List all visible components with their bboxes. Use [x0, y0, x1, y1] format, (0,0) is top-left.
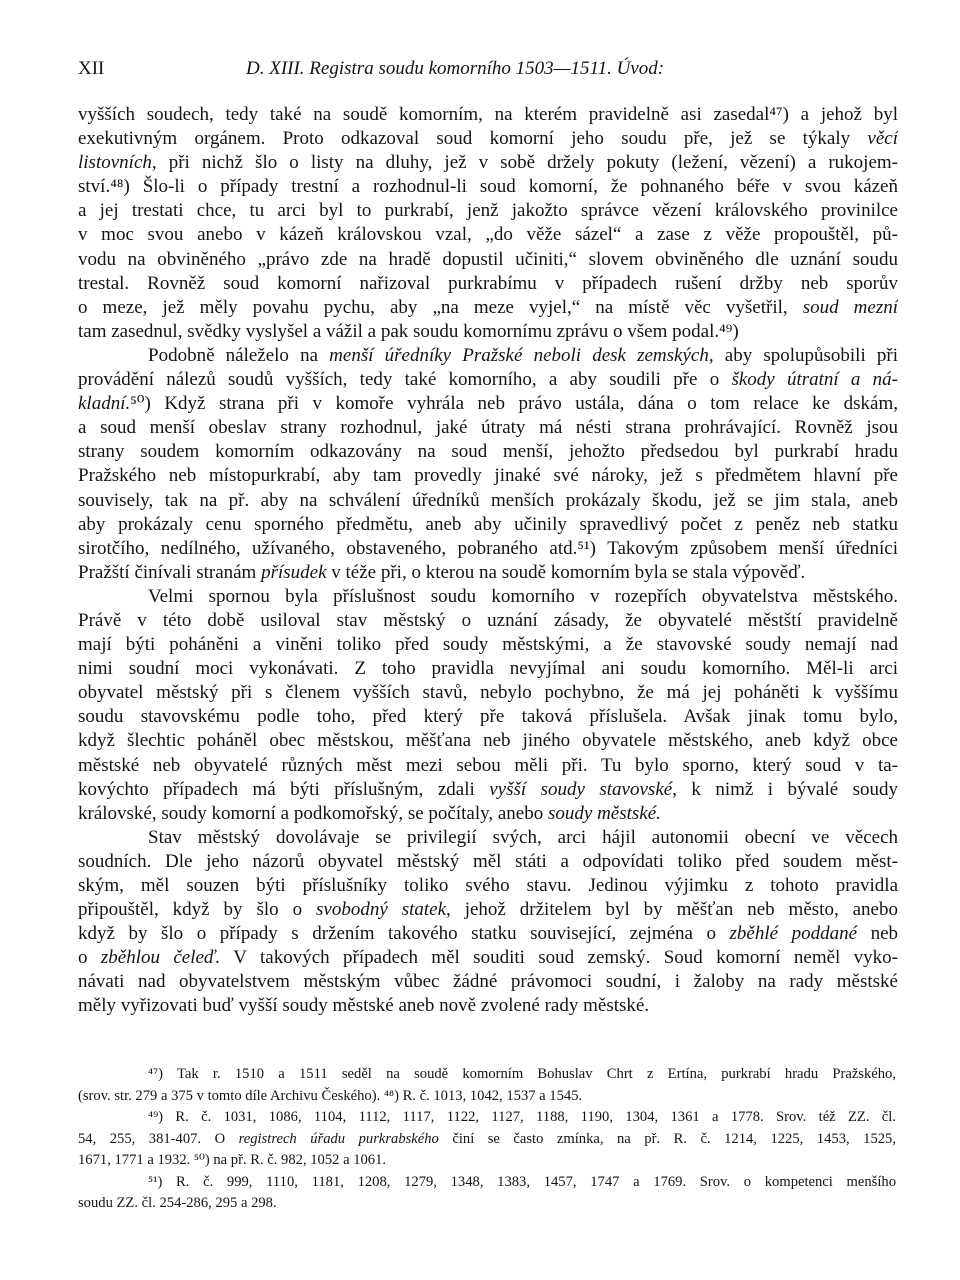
text-run: vyšších soudech, tedy také na soudě komorním, na kterém pravidelně asi zasedal⁴⁷) a jehož byl	[78, 104, 898, 125]
text-line	[78, 633, 898, 657]
text-line	[78, 778, 898, 802]
text-run: Velmi spornou byla příslušnost soudu komorního v rozepřích obyvatelstva městského.	[148, 585, 898, 607]
text-run: sirotčího, nedílného, užívaného, obstaveného, pobraného atd.⁵¹) Takovým způsobem menší úředníci	[78, 537, 898, 559]
text-run: ským, měl souzen býti příslušníky toliko svého stavu. Jedinou výjimku z tohoto pravidla	[78, 875, 898, 896]
footnote-line	[78, 1193, 896, 1215]
text-run: 1671, 1771 a 1932. ⁵⁰) na př. R. č. 982, 1052 a 1061.	[78, 1152, 387, 1168]
text-line	[78, 440, 898, 464]
text-line	[78, 970, 898, 994]
footnote-line	[78, 1150, 896, 1172]
italic-term: zběhlou čeleď.	[100, 947, 221, 969]
text-run: Podobně náleželo na	[148, 344, 330, 366]
text-line	[78, 103, 898, 127]
text-line	[78, 272, 898, 296]
text-run: a jej trestati chce, tu arci byl to purkrabí, jenž jakožto správce vězení královského provinilce	[78, 200, 898, 222]
text-run: ství.⁴⁸) Šlo-li o případy trestní a rozhodnul-li soud komorní, že pohnaného béře v svou kázeň	[78, 176, 898, 198]
text-line	[78, 344, 898, 368]
text-run: obyvatel městský při s členem vyšších stavů, nebylo pochybno, že má jej poháněti k vyššímu	[78, 682, 898, 704]
text-run: (srov. str. 279 a 375 v tomto díle Archivu Českého). ⁴⁸) R. č. 1013, 1042, 1537 a 1545.	[78, 1087, 583, 1104]
text-run: nimi soudní moci vykonávati. Z toho pravidla nevyjímal ani soudu komorního. Měl-li arci	[78, 658, 898, 680]
text-run: královské, soudy komorní a podkomořský, se počítaly, anebo	[78, 802, 548, 824]
text-run: Stav městský dovolávaje se privilegií svých, arci hájil autonomii obecní ve věcech	[148, 826, 898, 848]
text-run: ⁴⁷) Tak r. 1510 a 1511 seděl na soudě komorním Bohuslav Chrt z Ertína, purkrabí hradu Pražského,	[148, 1066, 896, 1082]
text-line	[78, 657, 898, 681]
italic-term: věcí	[867, 128, 898, 150]
text-run: měly vyřizovati buď vyšší soudy městské aneb nově zvolené rady městské.	[78, 995, 650, 1017]
text-line	[78, 537, 898, 561]
text-line	[78, 609, 898, 633]
text-run: Právě v této době usiloval stav městský o uznání zásady, že obyvatelé městští pravidelně	[78, 609, 898, 631]
italic-term: vyšší soudy stavovské,	[489, 778, 677, 800]
text-run: při nichž šlo o listy na dluhy, jež v sobě držely pokuty (ležení, vězení) a rukojem-	[156, 152, 898, 174]
text-run: soudu ZZ. čl. 254-286, 295 a 298.	[78, 1195, 277, 1211]
footnote-line	[78, 1107, 896, 1129]
text-run: aby prokázaly cenu sporného předmětu, aneb aby učinily spravedlivý počet z peněz neb statku	[78, 513, 898, 535]
text-run: exekutivným orgánem. Proto odkazoval soud komorní jeho soudu pře, jež se týkaly	[78, 128, 868, 150]
text-run: aby spolupůsobili při	[713, 344, 898, 366]
text-run: souvisely, tak na př. aby na schválení úředníků menších prokázaly škodu, jež se jim stala, aneb	[78, 489, 898, 511]
italic-term: menší úředníky Pražské neboli desk zemských,	[329, 344, 714, 366]
text-line	[78, 223, 898, 247]
text-line	[78, 320, 898, 344]
text-line	[78, 729, 898, 753]
text-run: o	[78, 947, 101, 969]
text-line	[78, 248, 898, 272]
text-line	[78, 946, 898, 970]
italic-term: kladní.	[78, 393, 131, 415]
italic-term: svobodný statek,	[316, 899, 451, 921]
text-line	[78, 802, 898, 826]
text-line	[78, 705, 898, 729]
footnote-line	[78, 1086, 896, 1108]
text-line	[78, 681, 898, 705]
text-run: 54, 255, 381-407. O	[78, 1130, 239, 1147]
italic-term: škody útratní a ná-	[731, 369, 898, 391]
italic-term: soudy městské.	[548, 802, 661, 824]
text-line	[78, 850, 898, 874]
text-line	[78, 754, 898, 778]
text-run: připouštěl, když by šlo o	[78, 899, 317, 921]
footnote-line	[78, 1064, 896, 1086]
text-run: když by šlo o případy s držením takového statku související, zejména o	[78, 923, 730, 945]
text-line	[78, 561, 898, 585]
text-line	[78, 826, 898, 850]
italic-term: přísudek	[261, 561, 327, 583]
text-run: vodu na obviněného „právo zde na hradě dopustil učiniti,“ slovem obviněného dle uznání soudu	[78, 248, 898, 270]
text-run: tam zasednul, svědky vyslyšel a vážil a pak soudu komornímu zprávu o všem podal.⁴⁹)	[78, 320, 739, 342]
footnotes	[78, 1064, 896, 1215]
text-run: kovýchto případech má býti příslušným, zdali	[78, 778, 490, 800]
text-run: V takových případech měl souditi soud zemský. Soud komorní neměl vyko-	[220, 947, 898, 969]
text-run: když šlechtic poháněl obec městskou, měšťana neb jiného obyvatele městského, aneb když obce	[78, 730, 898, 752]
text-run: v téže při, o kterou na soudě komorním byla se stala výpověď.	[326, 561, 806, 583]
text-run: městské neb obyvatelé různých měst mezi sebou měli při. Tu bylo sporno, který soud v ta-	[78, 754, 898, 776]
text-line	[78, 898, 898, 922]
text-run: ⁴⁹) R. č. 1031, 1086, 1104, 1112, 1117, 1122, 1127, 1188, 1190, 1304, 1361 a 1778. Srov. též ZZ. čl.	[148, 1109, 896, 1125]
text-run: strany soudem komorním odkazovány na soud menší, jehožto předsedou byl purkrabí hradu	[78, 441, 898, 463]
footnote-line	[78, 1129, 896, 1151]
body-text	[78, 103, 898, 1019]
text-run: ⁵⁰) Když strana při v komoře vyhrála neb právo ustála, dána o tom relace ke dskám,	[130, 393, 898, 415]
text-run: neb	[857, 923, 898, 945]
text-line	[78, 296, 898, 320]
text-line	[78, 199, 898, 223]
text-run: a soud menší obeslav strany rozhodnul, jaké útraty má nésti strana prohrávající. Rovněž jsou	[78, 417, 898, 439]
text-line	[78, 368, 898, 392]
text-run: Pražští činívali stranám	[78, 561, 262, 583]
text-run: Pražského neb místopurkrabí, aby tam provedly jinaké své nároky, jež s předmětem hlavní pře	[78, 465, 898, 487]
text-line	[78, 151, 898, 175]
text-line	[78, 585, 898, 609]
text-run: trestal. Rovněž soud komorní nařizoval purkrabímu v případech rušení držby neb sporův	[78, 272, 898, 294]
text-run: jehož držitelem byl by měšťan neb město, anebo	[450, 899, 898, 921]
text-run: návati nad obyvatelstvem městským vůbec žádné právomoci soudní, i žaloby na rady městské	[78, 971, 898, 993]
text-line	[78, 464, 898, 488]
text-run: soudních. Dle jeho názorů obyvatel městský měl státi a odpovídati toliko před soudem měst-	[78, 850, 898, 872]
text-run: o meze, jež měly povahu pychu, aby „na meze vyjel,“ na místě věc vyšetřil,	[78, 296, 803, 318]
text-run: k nimž i bývalé soudy	[676, 778, 898, 800]
footnote-line	[78, 1172, 896, 1194]
text-run: činí se často zmínka, na př. R. č. 1214, 1225, 1453, 1525,	[438, 1130, 896, 1147]
running-title: D. XIII. Registra soudu komorního 1503—1511. Úvod:	[246, 58, 665, 79]
page-number: XII	[78, 58, 105, 79]
text-line	[78, 922, 898, 946]
text-line	[78, 874, 898, 898]
text-line	[78, 513, 898, 537]
italic-term: listovních,	[78, 152, 157, 174]
text-line	[78, 994, 898, 1018]
text-line	[78, 175, 898, 199]
text-line	[78, 127, 898, 151]
page-header	[78, 58, 898, 88]
text-run: soudu stavovskému podle toho, před který pře taková příslušela. Avšak jinak tomu bylo,	[78, 706, 898, 728]
text-run: provádění nálezů soudů vyšších, tedy také komorního, a aby soudili pře o	[78, 369, 732, 391]
italic-term: soud mezní	[802, 296, 898, 318]
text-run: mají býti poháněni a viněni toliko před soudy městskými, a že stavovské soudy nemají nad	[78, 634, 898, 656]
text-run: ⁵¹) R. č. 999, 1110, 1181, 1208, 1279, 1348, 1383, 1457, 1747 a 1769. Srov. o kompetenci menšího	[148, 1173, 896, 1190]
italic-term: registrech úřadu purkrabského	[238, 1130, 439, 1147]
text-line	[78, 416, 898, 440]
text-line	[78, 489, 898, 513]
italic-term: zběhlé poddané	[729, 923, 858, 945]
text-run: v moc svou anebo v kázeň královskou vzal, „do věže sázel“ a zase z věže propouštěl, pů-	[78, 224, 898, 246]
text-line	[78, 392, 898, 416]
